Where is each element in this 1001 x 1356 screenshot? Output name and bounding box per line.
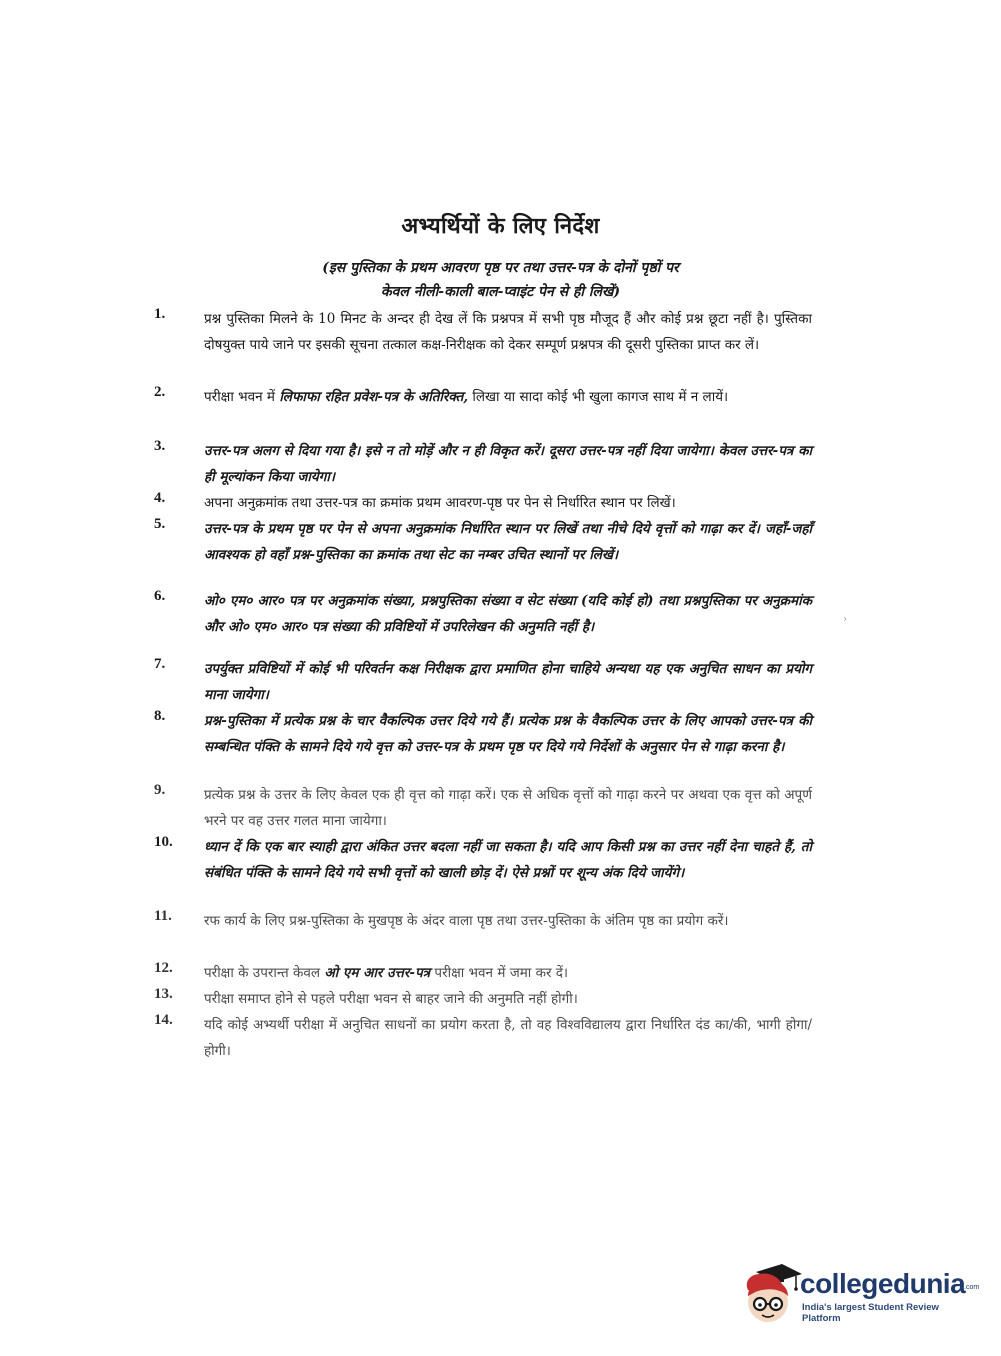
item-text-part: लिखा या सादा कोई भी खुला कागज साथ में न लायें। [468, 389, 729, 405]
item-number: 8. [154, 708, 166, 724]
item-text: ओ० एम० आर० पत्र पर अनुक्रमांक संख्या, प्रश्नपुस्तिका संख्या व सेट संख्या (यदि कोई हो) तथा प्रश्नपुस्तिका पर अनुक्रमांक और ओ० एम० आर० पत्र संख्या की प्रविष्टियों में उपरिलेखन की अनुमति नहीं है। [204, 593, 812, 635]
item-number: 6. [154, 588, 166, 604]
item-text-emphasis: लिफाफा रहित प्रवेश-पत्र के अतिरिक्त, [279, 389, 469, 405]
item-text: अपना अनुक्रमांक तथा उत्तर-पत्र का क्रमांक प्रथम आवरण-पृष्ठ पर पेन से निर्धारित स्थान पर लिखें। [204, 495, 676, 511]
item-text-emphasis: ओ एम आर उत्तर-पत्र [324, 965, 431, 981]
item-text [204, 384, 812, 410]
item-text [204, 960, 812, 986]
item-number: 4. [154, 490, 166, 506]
item-text: ध्यान दें कि एक बार स्याही द्वारा अंकित उत्तर बदला नहीं जा सकता है। यदि आप किसी प्रश्न का उत्तर नहीं देना चाहते हैं, तो संबंधित पंक्ति के सामने दिये गये सभी वृत्तों को खाली छोड़ दें। ऐसे प्रश्नों पर शून्य अंक दिये जायेंगे। [204, 839, 812, 881]
item-text: प्रश्न पुस्तिका मिलने के 10 मिनट के अन्दर ही देख लें कि प्रश्नपत्र में सभी पृष्ठ मौजूद हैं और कोई प्रश्न छूटा नहीं है। पुस्तिका दोषयुक्त पाये जाने पर इसकी सूचना तत्काल कक्ष-निरीक्षक को देकर सम्पूर्ण प्रश्नपत्र की दूसरी पुस्तिका प्राप्त कर लें। [204, 311, 812, 353]
item-text: प्रश्न-पुस्तिका में प्रत्येक प्रश्न के चार वैकल्पिक उत्तर दिये गये हैं। प्रत्येक प्रश्न के वैकल्पिक उत्तर के लिए आपको उत्तर-पत्र की सम्बन्धित पंक्ति के सामने दिये गये वृत्त को उत्तर-पत्र के प्रथम पृष्ठ पर दिये गये निर्देशों के अनुसार पेन से गाढ़ा करना है। [204, 713, 812, 755]
subtitle-line-2: केवल नीली-काली बाल-प्वाइंट पेन से ही लिखें) [380, 284, 621, 300]
logo-domain-suffix: .com [964, 1284, 980, 1291]
item-number: 11. [154, 908, 172, 924]
item-number: 14. [154, 1012, 173, 1028]
item-number: 7. [154, 656, 166, 672]
item-text: उपर्युक्त प्रविष्टियों में कोई भी परिवर्तन कक्ष निरीक्षक द्वारा प्रमाणित होना चाहिये अन्यथा यह एक अनुचित साधन का प्रयोग माना जायेगा। [204, 661, 812, 703]
item-number: 1. [154, 306, 166, 322]
item-number: 10. [154, 834, 173, 850]
item-number: 9. [154, 782, 166, 798]
item-number: 12. [154, 960, 173, 976]
logo-tagline: India's largest Student Review Platform [802, 1302, 939, 1324]
item-text: प्रत्येक प्रश्न के उत्तर के लिए केवल एक ही वृत्त को गाढ़ा करें। एक से अधिक वृत्तों को गाढ़ा करने पर अथवा एक वृत्त को अपूर्ण भरने पर वह उत्तर गलत माना जायेगा। [204, 787, 812, 829]
item-number: 13. [154, 986, 173, 1002]
item-text-part: परीक्षा भवन में [204, 389, 280, 405]
item-text: परीक्षा समाप्त होने से पहले परीक्षा भवन से बाहर जाने की अनुमति नहीं होगी। [204, 991, 578, 1007]
logo-brand-text: collegedunia [800, 1268, 966, 1299]
item-number: 2. [154, 384, 166, 400]
page-title: अभ्यर्थियों के लिए निर्देश [401, 213, 600, 239]
collegedunia-logo [738, 1262, 978, 1326]
subtitle-line-1: (इस पुस्तिका के प्रथम आवरण पृष्ठ पर तथा उत्तर-पत्र के दोनों पृष्ठों पर [322, 260, 679, 276]
item-text: उत्तर-पत्र के प्रथम पृष्ठ पर पेन से अपना अनुक्रमांक निर्धारित स्थान पर लिखें तथा नीचे दिये वृत्तों को गाढ़ा कर दें। जहाँ-जहाँ आवश्यक हो वहाँ प्रश्न-पुस्तिका का क्रमांक तथा सेट का नम्बर उचित स्थानों पर लिखें। [204, 521, 812, 563]
item-text: रफ कार्य के लिए प्रश्न-पुस्तिका के मुखपृष्ठ के अंदर वाला पृष्ठ तथा उत्तर-पुस्तिका के अंतिम पृष्ठ का प्रयोग करें। [204, 913, 729, 929]
item-text: उत्तर-पत्र अलग से दिया गया है। इसे न तो मोड़ें और न ही विकृत करें। दूसरा उत्तर-पत्र नहीं दिया जायेगा। केवल उत्तर-पत्र का ही मूल्यांकन किया जायेगा। [204, 443, 812, 485]
item-text-part: परीक्षा भवन में जमा कर दें। [430, 965, 569, 981]
item-text: यदि कोई अभ्यर्थी परीक्षा में अनुचित साधनों का प्रयोग करता है, तो वह विश्वविद्यालय द्वारा निर्धारित दंड का/की, भागी होगा/होगी। [204, 1017, 812, 1059]
item-number: 5. [154, 516, 166, 532]
margin-mark-icon: › [843, 614, 847, 625]
mascot-icon [738, 1262, 804, 1326]
item-number: 3. [154, 438, 166, 454]
item-text-part: परीक्षा के उपरान्त केवल [204, 965, 325, 981]
